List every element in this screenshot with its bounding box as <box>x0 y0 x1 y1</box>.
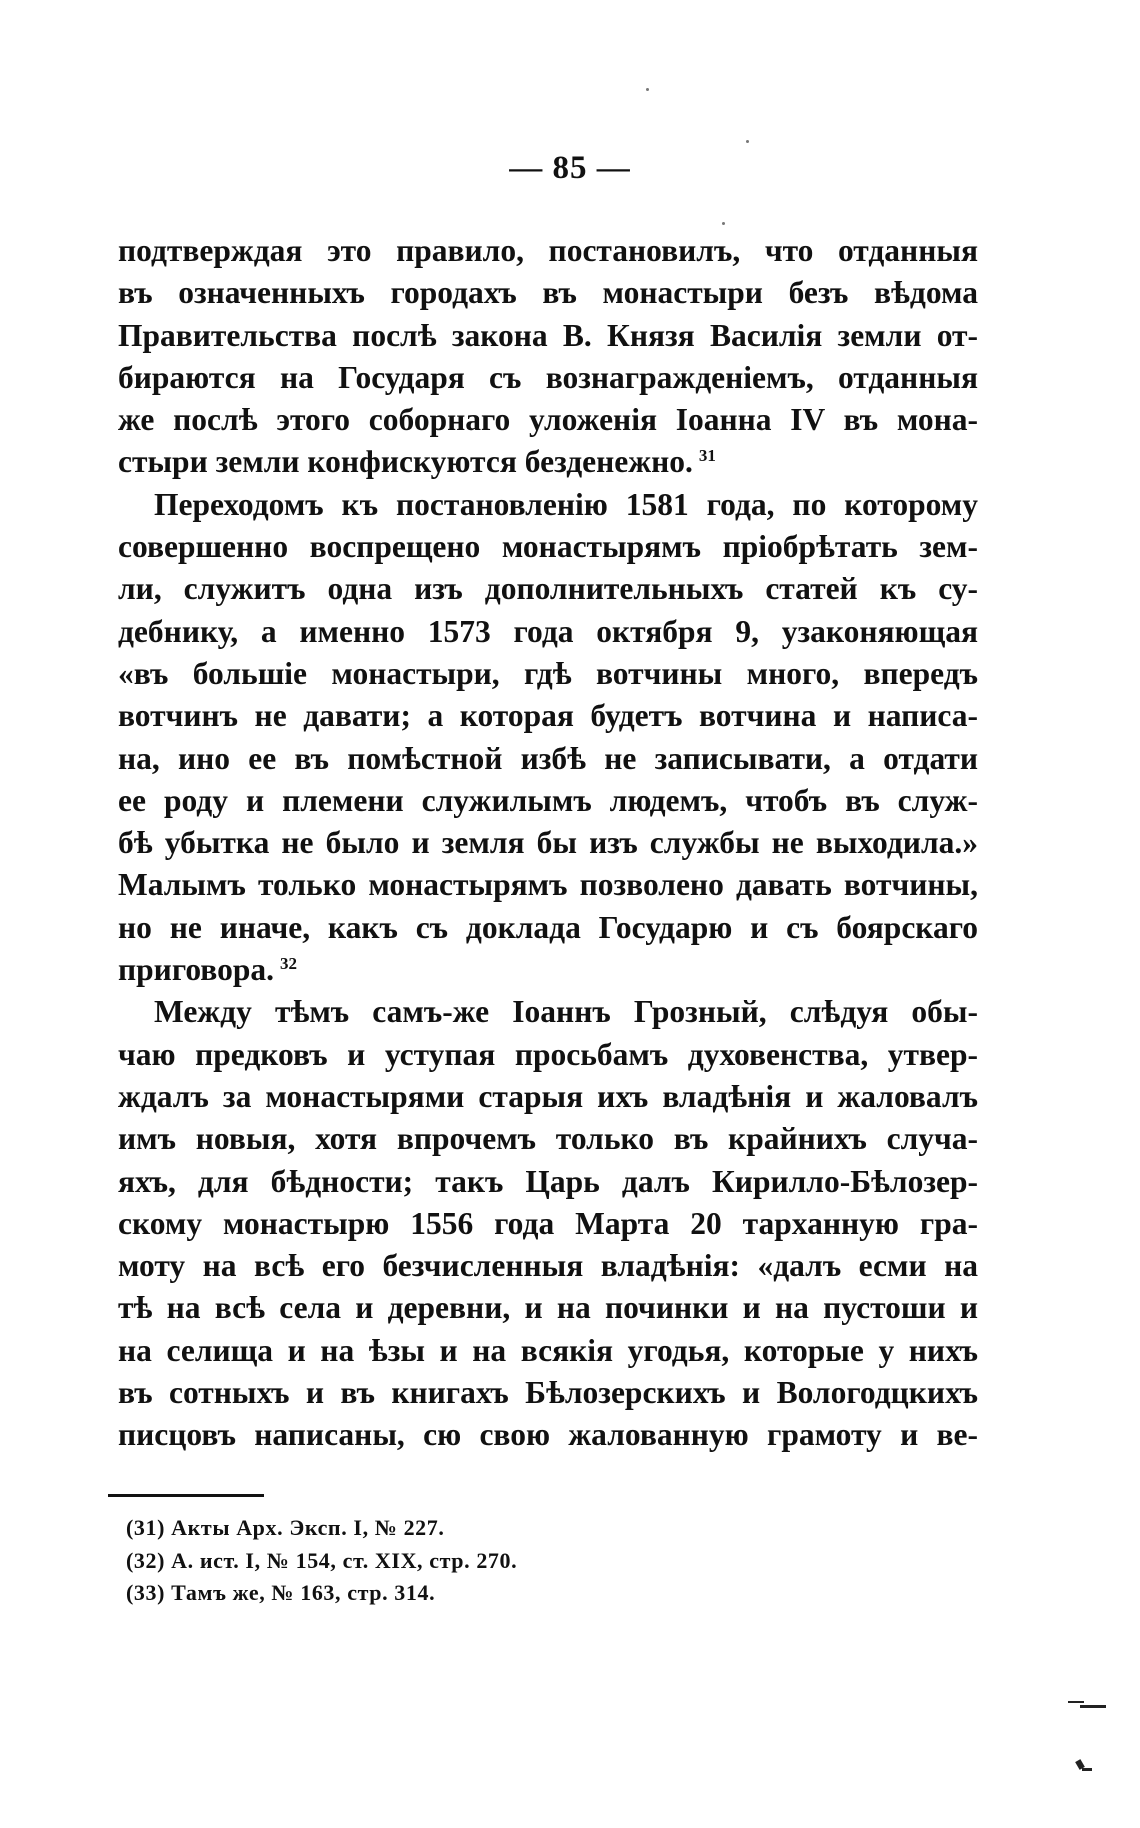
text-line: же послѣ этого соборнаго уложенія Іоанна IV въ мона- <box>118 402 978 438</box>
text-line: «въ большіе монастыри, гдѣ вотчины много, впередъ <box>118 655 978 691</box>
text-line: въ сотныхъ и въ книгахъ Бѣлозерскихъ и Вологодцкихъ <box>118 1375 978 1411</box>
footnotes <box>126 1512 826 1610</box>
text-line: ждалъ за монастырями старыя ихъ владѣнія и жаловалъ <box>118 1078 978 1114</box>
scan-speck <box>646 88 649 91</box>
footnote-divider <box>108 1494 264 1497</box>
page-number: — 85 — <box>509 150 631 186</box>
text-line-with-footnote <box>118 441 978 483</box>
text-line: дебнику, а именно 1573 года октября 9, узаконяющая <box>118 613 978 649</box>
footnote-31: (31) Акты Арх. Эксп. I, № 227. <box>126 1515 445 1540</box>
text-line: на селища и на ѣзы и на всякія угодья, которые у нихъ <box>118 1332 978 1368</box>
text-line: бираются на Государя съ вознагражденіемъ, отданныя <box>118 359 978 395</box>
scan-artifact <box>1080 1705 1106 1708</box>
text-line: на, ино ее въ помѣстной избѣ не записывати, а отдати <box>118 740 978 776</box>
text-line: имъ новыя, хотя впрочемъ только въ крайнихъ случа- <box>118 1121 978 1157</box>
text-line-with-footnote <box>118 949 978 991</box>
text-line: Между тѣмъ самъ-же Іоаннъ Грозный, слѣдуя обы- <box>154 994 978 1030</box>
text-line: моту на всѣ его безчисленныя владѣнія: «далъ есми на <box>118 1248 978 1284</box>
text-line: яхъ, для бѣдности; такъ Царь далъ Кирилло-Бѣлозер- <box>118 1163 978 1199</box>
text-line: Переходомъ къ постановленію 1581 года, по которому <box>154 486 978 522</box>
text-line: ее роду и племени служилымъ людемъ, чтобъ въ служ- <box>118 782 978 818</box>
text-line: чаю предковъ и уступая просьбамъ духовенства, утвер- <box>118 1036 978 1072</box>
footnote-ref-31: 31 <box>698 445 716 465</box>
text-line: стыри земли конфискуются безденежно. <box>118 444 693 480</box>
scan-speck <box>722 222 725 225</box>
text-line: Малымъ только монастырямъ позволено давать вотчины, <box>118 867 978 903</box>
text-line: но не иначе, какъ съ доклада Государю и съ боярскаго <box>118 909 978 945</box>
text-line: бѣ убытка не было и земля бы изъ службы не выходила.» <box>118 825 978 861</box>
text-line: Правительства послѣ закона В. Князя Василія земли от- <box>118 317 978 353</box>
footnote-32: (32) А. ист. I, № 154, ст. XIX, стр. 270. <box>126 1547 518 1573</box>
text-line: ли, служитъ одна изъ дополнительныхъ статей къ су- <box>118 571 978 607</box>
scan-artifact <box>1082 1768 1092 1771</box>
text-line: совершенно воспрещено монастырямъ пріобрѣтать зем- <box>118 529 978 565</box>
scan-speck <box>746 140 749 143</box>
text-line: тѣ на всѣ села и деревни, и на починки и на пустоши и <box>118 1290 978 1326</box>
main-text <box>118 230 978 1457</box>
footnote-33: (33) Тамъ же, № 163, стр. 314. <box>126 1580 436 1605</box>
text-line: писцовъ написаны, сю свою жалованную грамоту и ве- <box>118 1417 978 1453</box>
text-line: скому монастырю 1556 года Марта 20 тарханную гра- <box>118 1205 978 1241</box>
text-line: приговора. <box>118 952 274 988</box>
text-line: въ означенныхъ городахъ въ монастыри безъ вѣдома <box>118 275 978 311</box>
text-line: подтверждая это правило, постановилъ, что отданныя <box>118 233 978 268</box>
scan-artifact <box>1068 1701 1084 1703</box>
footnote-ref-32: 32 <box>280 953 297 973</box>
text-line: вотчинъ не давати; а которая будетъ вотчина и написа- <box>118 698 978 734</box>
